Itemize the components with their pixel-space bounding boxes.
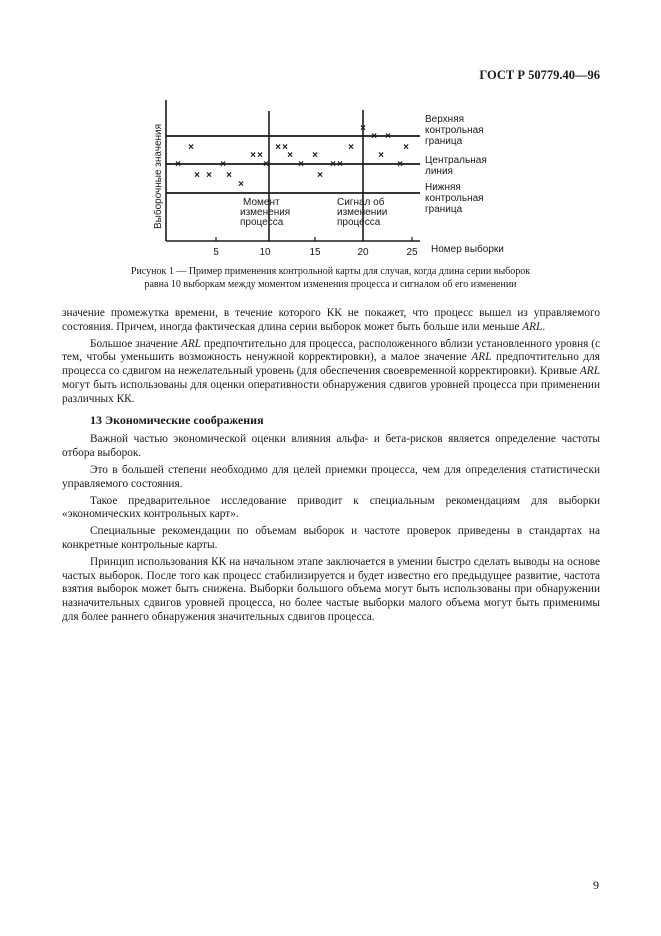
sample-point: × xyxy=(263,159,269,170)
paragraph: Такое предварительное исследование приводит к специальным рекомендациям для выборки «экономических контрольных карт». xyxy=(62,494,600,521)
y-axis-label: Выборочные значения xyxy=(153,123,164,229)
sample-point: × xyxy=(194,170,200,181)
section-heading: 13 Экономические соображения xyxy=(90,412,264,427)
sample-point: × xyxy=(397,159,403,170)
sample-point: × xyxy=(226,170,232,181)
sample-point: × xyxy=(175,159,181,170)
ucl-label-line: Верхняя xyxy=(425,114,465,125)
sample-point: × xyxy=(371,131,377,142)
paragraph-text: Большое значение xyxy=(90,337,181,350)
sample-point: × xyxy=(337,159,343,170)
document-header: ГОСТ Р 50779.40—96 xyxy=(479,68,600,82)
cl-label-line: Центральная xyxy=(425,155,487,166)
caption-line: Рисунок 1 — Пример применения контрольной карты для случая, когда длина серии выборок xyxy=(130,266,531,277)
sample-point: × xyxy=(330,159,336,170)
lcl-label-line: граница xyxy=(425,204,463,215)
sample-point: × xyxy=(403,142,409,153)
page-number: 9 xyxy=(593,878,599,892)
body-text xyxy=(62,307,600,625)
x-tick-label: 10 xyxy=(259,247,271,258)
x-tick-label: 20 xyxy=(357,247,369,258)
cl-label-line: линия xyxy=(425,166,453,177)
sample-point: × xyxy=(348,142,354,153)
sample-point: × xyxy=(360,123,366,134)
sample-point: × xyxy=(220,159,226,170)
paragraph-text: предпочтительно для процесса, расположенного вблизи установленного уровня (с тем, чтобы уменьшить возможность ненужной корректировки), а малое значение xyxy=(62,337,601,364)
sample-point: × xyxy=(250,150,256,161)
arl-term: ARL xyxy=(579,365,600,378)
arl-term: ARL xyxy=(522,320,543,333)
ucl-label-line: контрольная xyxy=(425,125,484,136)
change-annotation-line: Момент xyxy=(243,197,280,208)
x-axis-label: Номер выборки xyxy=(431,244,504,255)
sample-point: × xyxy=(206,170,212,181)
signal-annotation-line: процесса xyxy=(337,217,381,228)
sample-point: × xyxy=(282,142,288,153)
change-annotation-line: изменения xyxy=(240,207,291,218)
sample-point: × xyxy=(312,150,318,161)
signal-annotation-line: Сигнал об xyxy=(337,197,385,208)
arl-term: ARL xyxy=(180,337,202,350)
change-annotation-line: процесса xyxy=(240,217,284,228)
paragraph: Важной частью экономической оценки влияния альфа- и бета-рисков является определение частоты отбора выборок. xyxy=(62,433,600,460)
sample-point: × xyxy=(385,131,391,142)
sample-point: × xyxy=(317,170,323,181)
control-chart-figure xyxy=(0,0,661,270)
caption-line: равна 10 выборкам между моментом изменения процесса и сигналом об его изменении xyxy=(144,278,517,290)
figure-caption xyxy=(60,266,601,291)
lcl-label-line: Нижняя xyxy=(425,182,461,193)
paragraph-text: предпочтительно для процесса со сдвигом на нежелательный уровень (для обеспечения своевременной корректировки). Кривые xyxy=(62,351,601,378)
sample-point: × xyxy=(287,150,293,161)
paragraph: Принцип использования КК на начальном этапе заключается в умении быстро сделать выводы на основе частых выборок. После того как процесс стабилизируется и будет известно его предыдущее развитие, частота взятия выборок может быть снижена. Выборки большого объема могут быть использованы при обнаружении назначительных сдвигов уровней процесса, но более частые выборки малого объема могут быть применимы для более раннего обнаружения значительных сдвигов процесса. xyxy=(62,555,600,623)
paragraph-text: значение промежутка времени, в течение которого КК не покажет, что процесс вышел из управляемого состояния. Причем, иногда фактическая длина серии выборок может быть больше или меньше xyxy=(62,307,600,333)
paragraph: Это в большей степени необходимо для целей приемки процесса, чем для определения статистически управляемого состояния. xyxy=(62,463,600,490)
sample-point: × xyxy=(238,179,244,190)
sample-point: × xyxy=(378,150,384,161)
x-tick-label: 25 xyxy=(406,247,418,258)
lcl-label-line: контрольная xyxy=(425,193,484,204)
sample-point: × xyxy=(188,142,194,153)
sample-point: × xyxy=(257,150,263,161)
ucl-label-line: граница xyxy=(425,136,463,147)
paragraph-text: . xyxy=(542,320,546,333)
paragraph xyxy=(62,338,600,407)
sample-point: × xyxy=(275,142,281,153)
x-tick-label: 15 xyxy=(309,247,321,258)
sample-point: × xyxy=(298,159,304,170)
paragraph-text: могут быть использованы для оценки оперативности обнаружения сдвигов уровней процесса при применении различных КК. xyxy=(62,378,600,405)
signal-annotation-line: изменении xyxy=(337,207,388,218)
arl-term: ARL xyxy=(471,351,492,364)
x-tick-label: 5 xyxy=(213,247,219,258)
paragraph: Специальные рекомендации по объемам выборок и частоте проверок приведены в стандартах на конкретные контрольные карты. xyxy=(62,525,600,551)
paragraph xyxy=(62,307,600,335)
